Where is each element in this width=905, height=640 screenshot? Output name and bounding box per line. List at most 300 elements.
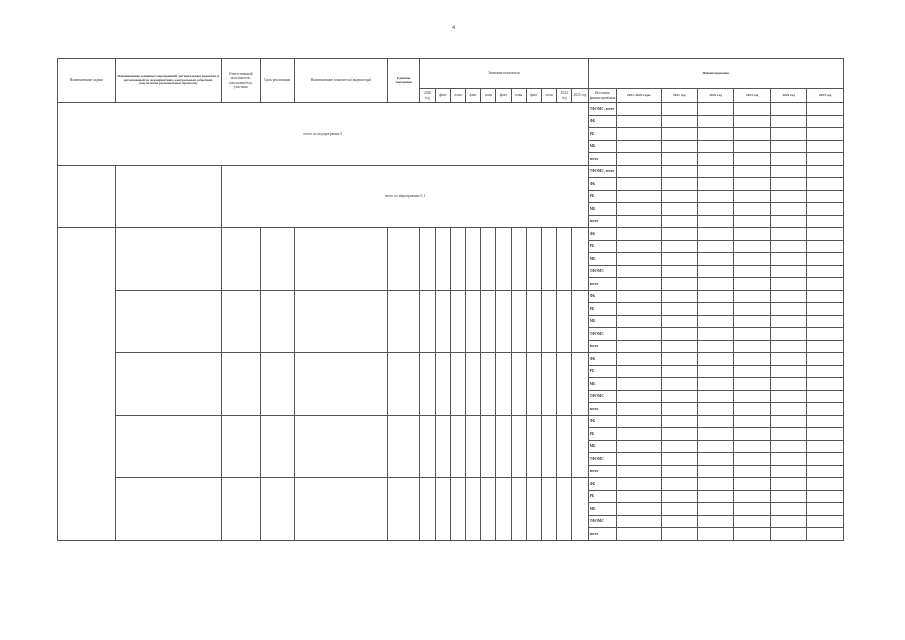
finance-cell <box>734 440 770 453</box>
table-row <box>58 228 844 241</box>
finance-cell <box>661 365 697 378</box>
finance-cell <box>698 503 734 516</box>
finance-cell <box>770 328 806 341</box>
event-cell <box>115 165 221 228</box>
finance-cell <box>661 340 697 353</box>
finance-cell <box>734 528 770 541</box>
finance-cell <box>617 378 662 391</box>
finance-cell <box>661 115 697 128</box>
value-cell <box>450 228 465 291</box>
unit-cell <box>388 290 420 353</box>
finance-cell <box>734 278 770 291</box>
value-cell <box>572 478 588 541</box>
value-cell <box>496 353 511 416</box>
source-cell: ТФОМС <box>588 515 616 528</box>
value-cell <box>420 290 435 353</box>
finance-cell <box>617 228 662 241</box>
finance-cell <box>807 465 844 478</box>
header-value-sub-9: 2024 год <box>557 89 572 103</box>
finance-cell <box>617 253 662 266</box>
table-row <box>58 478 844 491</box>
value-cell <box>557 478 572 541</box>
source-cell: всего <box>588 465 616 478</box>
value-cell <box>435 228 450 291</box>
finance-cell <box>698 140 734 153</box>
finance-cell <box>698 428 734 441</box>
finance-cell <box>734 490 770 503</box>
finance-cell <box>661 253 697 266</box>
finance-cell <box>617 503 662 516</box>
finance-cell <box>661 190 697 203</box>
finance-cell <box>617 240 662 253</box>
finance-cell <box>807 328 844 341</box>
finance-cell <box>734 478 770 491</box>
finance-cell <box>770 215 806 228</box>
finance-cell <box>734 265 770 278</box>
finance-cell <box>661 103 697 116</box>
source-cell: РБ <box>588 428 616 441</box>
finance-cell <box>807 253 844 266</box>
source-cell: МБ <box>588 140 616 153</box>
finance-cell <box>698 390 734 403</box>
finance-cell <box>617 203 662 216</box>
unit-cell <box>388 353 420 416</box>
value-cell <box>526 228 541 291</box>
task-cell <box>58 165 116 228</box>
source-cell: МБ <box>588 378 616 391</box>
finance-cell <box>807 103 844 116</box>
source-cell: ТФОМС, всего <box>588 103 616 116</box>
source-cell: ТФОМС <box>588 265 616 278</box>
finance-cell <box>807 515 844 528</box>
header-row-1 <box>58 59 844 89</box>
finance-cell <box>661 478 697 491</box>
source-cell: РБ <box>588 128 616 141</box>
source-cell: МБ <box>588 503 616 516</box>
event-cell <box>115 353 221 416</box>
finance-cell <box>661 178 697 191</box>
finance-cell <box>807 240 844 253</box>
value-cell <box>435 415 450 478</box>
finance-cell <box>661 378 697 391</box>
finance-cell <box>807 303 844 316</box>
finance-cell <box>734 190 770 203</box>
finance-cell <box>661 528 697 541</box>
finance-cell <box>617 115 662 128</box>
header-value-sub-0: 2020 год <box>420 89 435 103</box>
value-cell <box>496 290 511 353</box>
finance-cell <box>734 140 770 153</box>
source-cell: МБ <box>588 315 616 328</box>
finance-cell <box>734 240 770 253</box>
finance-cell <box>698 403 734 416</box>
value-cell <box>481 353 496 416</box>
finance-cell <box>770 503 806 516</box>
value-cell <box>557 415 572 478</box>
finance-cell <box>661 203 697 216</box>
finance-cell <box>617 128 662 141</box>
finance-cell <box>661 165 697 178</box>
finance-cell <box>734 365 770 378</box>
finance-cell <box>698 315 734 328</box>
source-cell: МБ <box>588 253 616 266</box>
finance-cell <box>734 415 770 428</box>
value-cell <box>450 478 465 541</box>
finance-cell <box>661 240 697 253</box>
unit-cell <box>388 478 420 541</box>
finance-cell <box>661 278 697 291</box>
finance-cell <box>734 328 770 341</box>
finance-cell <box>770 103 806 116</box>
finance-cell <box>734 465 770 478</box>
finance-cell <box>734 128 770 141</box>
header-value-sub-1: факт <box>435 89 450 103</box>
finance-cell <box>617 178 662 191</box>
source-cell: всего <box>588 403 616 416</box>
finance-cell <box>698 340 734 353</box>
finance-cell <box>661 265 697 278</box>
finance-cell <box>617 465 662 478</box>
value-cell <box>526 290 541 353</box>
header-fin-year-2: 2022 год <box>698 89 734 103</box>
table-header <box>58 59 844 103</box>
value-cell <box>557 353 572 416</box>
finance-cell <box>807 265 844 278</box>
value-cell <box>466 353 481 416</box>
source-cell: ФБ <box>588 415 616 428</box>
finance-cell <box>734 340 770 353</box>
finance-cell <box>770 128 806 141</box>
finance-cell <box>698 103 734 116</box>
value-cell <box>420 415 435 478</box>
value-cell <box>526 478 541 541</box>
finance-cell <box>661 303 697 316</box>
finance-cell <box>770 278 806 291</box>
finance-cell <box>698 290 734 303</box>
finance-cell <box>698 378 734 391</box>
value-cell <box>466 415 481 478</box>
header-value-sub-10: 2025 год <box>572 89 588 103</box>
value-cell <box>481 415 496 478</box>
value-cell <box>511 415 526 478</box>
finance-cell <box>698 465 734 478</box>
value-cell <box>450 415 465 478</box>
finance-cell <box>807 415 844 428</box>
finance-cell <box>661 228 697 241</box>
finance-cell <box>770 203 806 216</box>
task-cell-continued <box>58 228 116 541</box>
value-cell <box>511 228 526 291</box>
finance-cell <box>617 478 662 491</box>
finance-cell <box>617 528 662 541</box>
source-cell: всего <box>588 340 616 353</box>
page-number: 4 <box>452 25 455 31</box>
event-cell <box>115 228 221 291</box>
finance-cell <box>770 115 806 128</box>
value-cell <box>557 290 572 353</box>
finance-cell <box>698 303 734 316</box>
finance-cell <box>770 303 806 316</box>
finance-cell <box>661 315 697 328</box>
executor-cell <box>222 415 260 478</box>
finance-cell <box>770 390 806 403</box>
finance-cell <box>770 340 806 353</box>
finance-cell <box>807 340 844 353</box>
value-cell <box>420 228 435 291</box>
finance-cell <box>698 453 734 466</box>
source-cell: ФБ <box>588 228 616 241</box>
value-cell <box>511 353 526 416</box>
value-cell <box>450 353 465 416</box>
finance-cell <box>807 378 844 391</box>
finance-cell <box>807 440 844 453</box>
value-cell <box>435 290 450 353</box>
finance-cell <box>661 503 697 516</box>
finance-cell <box>807 278 844 291</box>
finance-cell <box>807 403 844 416</box>
period-cell <box>260 353 294 416</box>
finance-cell <box>734 303 770 316</box>
finance-cell <box>734 290 770 303</box>
finance-cell <box>734 353 770 366</box>
finance-cell <box>734 253 770 266</box>
finance-cell <box>770 315 806 328</box>
group-total-label: итого по подпрограмме 5 <box>58 103 589 166</box>
header-source: Источник финансирования <box>588 89 616 103</box>
source-cell: всего <box>588 528 616 541</box>
finance-cell <box>617 215 662 228</box>
value-cell <box>420 353 435 416</box>
finance-cell <box>698 490 734 503</box>
header-indicator: Наименование показателя (индикатора) <box>294 59 387 103</box>
finance-cell <box>807 203 844 216</box>
finance-cell <box>617 303 662 316</box>
finance-cell <box>807 165 844 178</box>
executor-cell <box>222 353 260 416</box>
value-cell <box>541 228 556 291</box>
finance-cell <box>770 515 806 528</box>
finance-cell <box>807 115 844 128</box>
indicator-cell <box>294 478 387 541</box>
finance-cell <box>807 490 844 503</box>
finance-cell <box>698 178 734 191</box>
source-cell: ФБ <box>588 478 616 491</box>
finance-cell <box>770 153 806 166</box>
finance-cell <box>698 528 734 541</box>
finance-cell <box>617 328 662 341</box>
value-cell <box>526 415 541 478</box>
table-body <box>58 103 844 541</box>
unit-cell <box>388 228 420 291</box>
indicator-cell <box>294 353 387 416</box>
finance-cell <box>661 290 697 303</box>
finance-cell <box>698 165 734 178</box>
header-value-sub-2: план <box>450 89 465 103</box>
finance-cell <box>698 353 734 366</box>
value-cell <box>541 290 556 353</box>
finance-cell <box>770 490 806 503</box>
source-cell: ТФОМС <box>588 453 616 466</box>
finance-cell <box>734 115 770 128</box>
finance-cell <box>617 315 662 328</box>
finance-cell <box>661 515 697 528</box>
source-cell: РБ <box>588 490 616 503</box>
finance-cell <box>807 390 844 403</box>
finance-cell <box>734 453 770 466</box>
value-cell <box>435 478 450 541</box>
indicator-cell <box>294 290 387 353</box>
finance-cell <box>661 215 697 228</box>
executor-cell <box>222 478 260 541</box>
header-period: Срок реализации <box>260 59 294 103</box>
source-cell: всего <box>588 278 616 291</box>
finance-cell <box>617 490 662 503</box>
finance-cell <box>698 365 734 378</box>
header-value-sub-8: план <box>541 89 556 103</box>
finance-cell <box>661 428 697 441</box>
period-cell <box>260 290 294 353</box>
finance-cell <box>807 290 844 303</box>
header-value-sub-6: план <box>511 89 526 103</box>
finance-cell <box>807 228 844 241</box>
header-values-group: Значения показателя <box>420 59 588 89</box>
finance-cell <box>807 528 844 541</box>
header-value-sub-5: факт <box>496 89 511 103</box>
finance-cell <box>661 390 697 403</box>
value-cell <box>572 415 588 478</box>
value-cell <box>481 478 496 541</box>
finance-cell <box>617 428 662 441</box>
source-cell: ФБ <box>588 178 616 191</box>
value-cell <box>420 478 435 541</box>
table-row <box>58 415 844 428</box>
finance-cell <box>770 428 806 441</box>
indicator-cell <box>294 228 387 291</box>
event-cell <box>115 290 221 353</box>
finance-cell <box>807 428 844 441</box>
finance-cell <box>661 415 697 428</box>
table-row <box>58 165 844 178</box>
value-cell <box>496 228 511 291</box>
value-cell <box>511 478 526 541</box>
header-fin-year-1: 2021 год <box>661 89 697 103</box>
value-cell <box>435 353 450 416</box>
value-cell <box>466 478 481 541</box>
value-cell <box>466 228 481 291</box>
finance-cell <box>770 415 806 428</box>
finance-cell <box>617 140 662 153</box>
finance-cell <box>770 178 806 191</box>
value-cell <box>541 353 556 416</box>
executor-cell <box>222 228 260 291</box>
finance-cell <box>770 165 806 178</box>
finance-cell <box>807 178 844 191</box>
header-executor: Ответственный исполнитель, соисполнитель, участник <box>222 59 260 103</box>
finance-cell <box>734 178 770 191</box>
value-cell <box>572 228 588 291</box>
finance-cell <box>807 353 844 366</box>
finance-cell <box>807 315 844 328</box>
header-value-sub-4: план <box>481 89 496 103</box>
source-cell: РБ <box>588 303 616 316</box>
source-cell: всего <box>588 153 616 166</box>
finance-cell <box>698 515 734 528</box>
finance-cell <box>661 403 697 416</box>
finance-cell <box>661 440 697 453</box>
finance-cell <box>770 253 806 266</box>
finance-cell <box>734 215 770 228</box>
finance-cell <box>698 215 734 228</box>
finance-cell <box>698 203 734 216</box>
value-cell <box>511 290 526 353</box>
source-cell: всего <box>588 215 616 228</box>
finance-cell <box>698 128 734 141</box>
finance-cell <box>617 415 662 428</box>
finance-cell <box>807 478 844 491</box>
source-cell: ТФОМС <box>588 390 616 403</box>
finance-cell <box>807 215 844 228</box>
finance-cell <box>698 115 734 128</box>
period-cell <box>260 415 294 478</box>
header-fin-year-3: 2023 год <box>734 89 770 103</box>
finance-cell <box>617 353 662 366</box>
value-cell <box>572 290 588 353</box>
finance-cell <box>661 128 697 141</box>
finance-cell <box>698 153 734 166</box>
finance-cell <box>698 240 734 253</box>
finance-cell <box>734 165 770 178</box>
finance-cell <box>807 365 844 378</box>
finance-cell <box>661 328 697 341</box>
event-cell <box>115 415 221 478</box>
finance-cell <box>770 365 806 378</box>
source-cell: МБ <box>588 203 616 216</box>
finance-cell <box>770 453 806 466</box>
table-row <box>58 290 844 303</box>
finance-cell <box>770 478 806 491</box>
finance-cell <box>617 278 662 291</box>
finance-cell <box>698 228 734 241</box>
finance-cell <box>734 390 770 403</box>
source-cell: МБ <box>588 440 616 453</box>
finance-cell <box>734 103 770 116</box>
source-cell: ФБ <box>588 115 616 128</box>
finance-cell <box>661 353 697 366</box>
source-cell: РБ <box>588 190 616 203</box>
finance-cell <box>617 153 662 166</box>
finance-cell <box>617 290 662 303</box>
finance-cell <box>734 503 770 516</box>
finance-cell <box>698 415 734 428</box>
period-cell <box>260 228 294 291</box>
finance-cell <box>617 515 662 528</box>
group-total-label: итого по мероприятию 5.1 <box>222 165 589 228</box>
finance-cell <box>807 453 844 466</box>
value-cell <box>496 478 511 541</box>
finance-cell <box>770 190 806 203</box>
finance-cell <box>770 465 806 478</box>
finance-cell <box>770 228 806 241</box>
table-row <box>58 103 844 116</box>
header-event: Наименование основных мероприятий, региональных проектов (с детализацией по мероприятиям, контрольным событиям, результатам региональных проектов) <box>115 59 221 103</box>
finance-cell <box>698 478 734 491</box>
finance-cell <box>770 140 806 153</box>
header-fin-year-4: 2024 год <box>770 89 806 103</box>
finance-cell <box>734 203 770 216</box>
finance-cell <box>770 290 806 303</box>
finance-cell <box>770 265 806 278</box>
finance-cell <box>734 378 770 391</box>
